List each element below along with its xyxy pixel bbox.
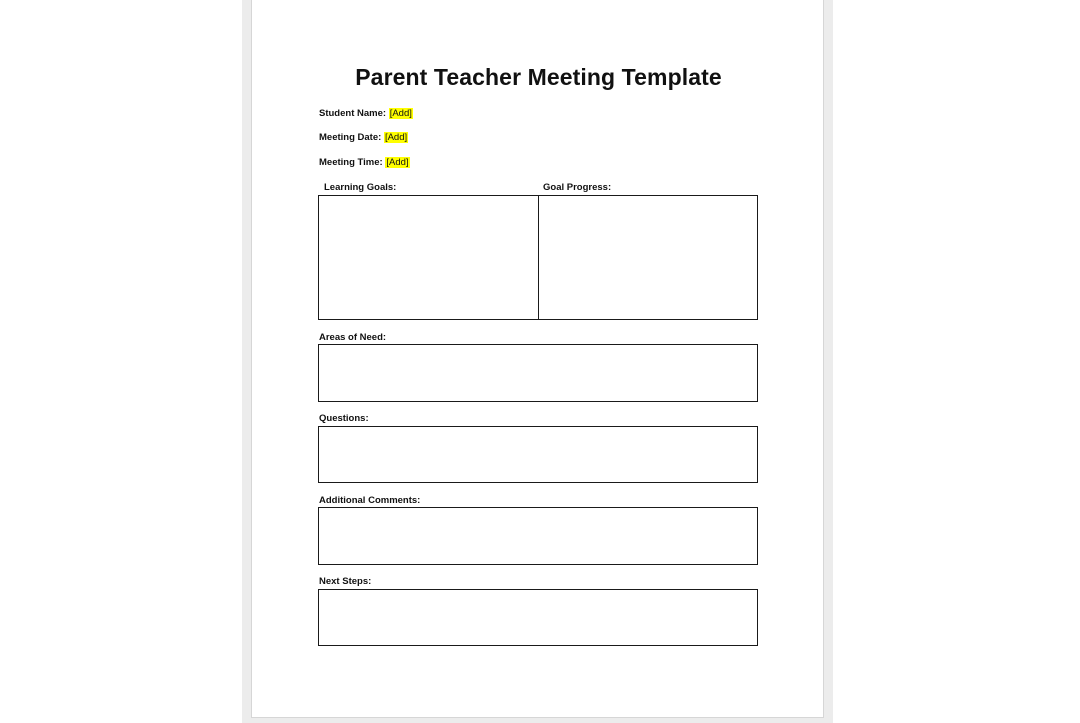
meeting-time-field: [319, 157, 410, 168]
meeting-date-label: Meeting Date:: [319, 132, 382, 143]
meeting-date-field: [319, 132, 408, 143]
learning-goals-header: Learning Goals:: [324, 182, 397, 193]
learning-goals-box[interactable]: [318, 195, 539, 320]
page-title: Parent Teacher Meeting Template: [355, 64, 722, 90]
document-page: [251, 0, 824, 718]
goal-progress-box[interactable]: [538, 195, 758, 320]
meeting-date-value[interactable]: [Add]: [384, 132, 408, 143]
questions-box[interactable]: [318, 426, 758, 483]
student-name-value[interactable]: [Add]: [389, 108, 412, 119]
next-steps-box[interactable]: [318, 589, 758, 646]
meeting-time-label: Meeting Time:: [319, 157, 383, 168]
areas-of-need-box[interactable]: [318, 344, 758, 402]
meeting-time-value[interactable]: [Add]: [386, 157, 409, 168]
student-name-label: Student Name:: [319, 108, 387, 119]
goal-progress-header: Goal Progress:: [543, 182, 612, 193]
questions-label: Questions:: [319, 413, 369, 424]
additional-comments-label: Additional Comments:: [319, 495, 421, 506]
student-name-field: [319, 108, 413, 119]
areas-of-need-label: Areas of Need:: [319, 332, 387, 343]
next-steps-label: Next Steps:: [319, 576, 372, 587]
additional-comments-box[interactable]: [318, 507, 758, 565]
